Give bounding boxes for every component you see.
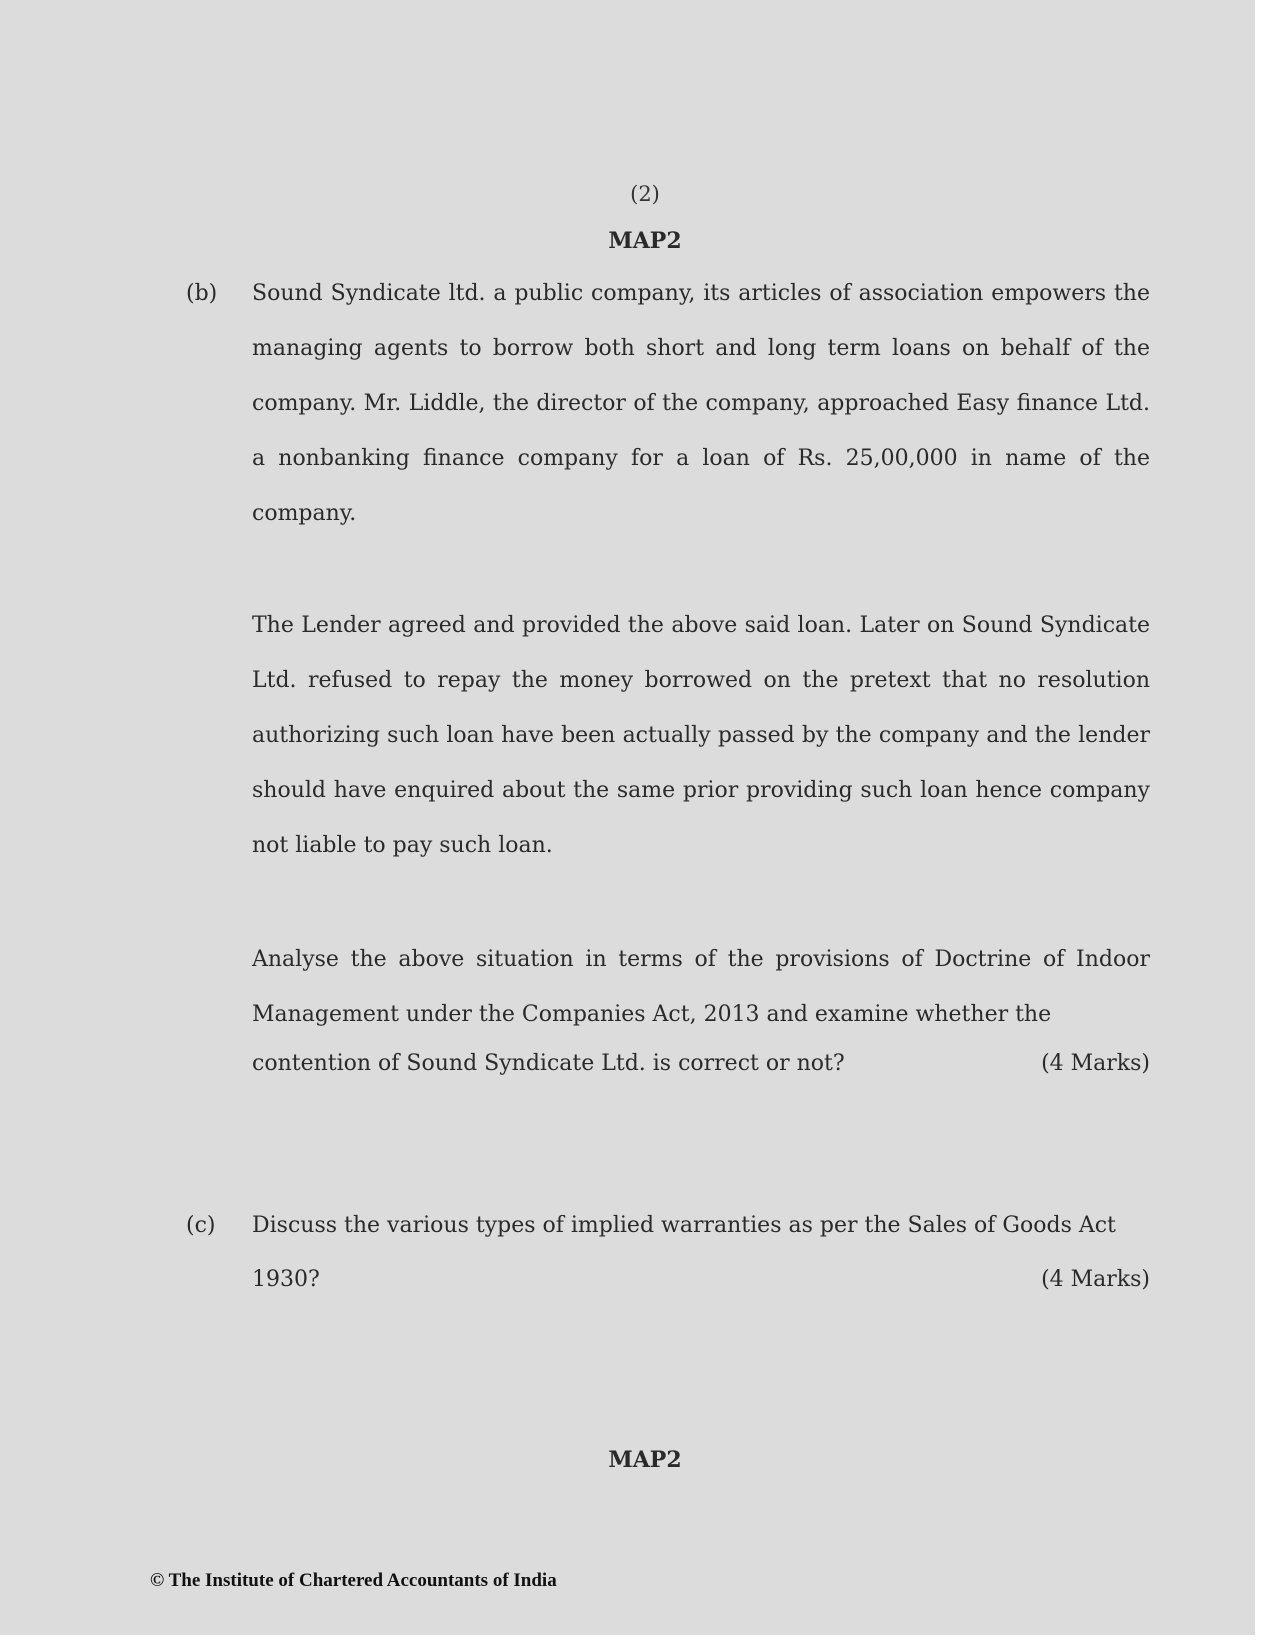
page-number: (2): [630, 182, 660, 206]
question-b-paragraph-1: Sound Syndicate ltd. a public company, its articles of association empowers the managing agents to borrow both short and long term loans on behalf of the company. Mr. Liddle, the director of the company, approached Easy finance Ltd. a nonbanking finance company for a loan of Rs. 25,00,000 in name of the company.: [252, 281, 1150, 526]
copyright-notice: © The Institute of Chartered Accountants of India: [150, 1570, 557, 1591]
question-b-paragraph-2: The Lender agreed and provided the above said loan. Later on Sound Syndicate Ltd. refused to repay the money borrowed on the pretext that no resolution authorizing such loan have been actually passed by the company and the lender should have enquired about the same prior providing such loan hence company not liable to pay such loan.: [252, 613, 1150, 858]
paper-code-header: MAP2: [608, 228, 682, 254]
paper-code-footer: MAP2: [608, 1447, 682, 1473]
question-b-marks: (4 Marks): [1041, 1051, 1150, 1076]
question-c-line-1: [252, 1198, 1150, 1253]
question-c-label: (c): [186, 1213, 216, 1238]
question-c-line-2: [252, 1252, 1150, 1307]
question-b-paragraph-3-end: contention of Sound Syndicate Ltd. is correct or not?: [252, 1051, 845, 1076]
question-b-paragraph-3: Analyse the above situation in terms of the provisions of Doctrine of Indoor Management under the Companies Act, 2013 and examine whether the: [252, 947, 1150, 1027]
question-c-text-2: 1930?: [252, 1267, 320, 1292]
question-c-marks: (4 Marks): [1041, 1267, 1150, 1292]
question-c-text-1: Discuss the various types of implied warranties as per the Sales of Goods Act: [252, 1213, 1116, 1238]
question-b-label: (b): [186, 281, 218, 306]
question-b-last-line: [252, 1036, 1150, 1091]
